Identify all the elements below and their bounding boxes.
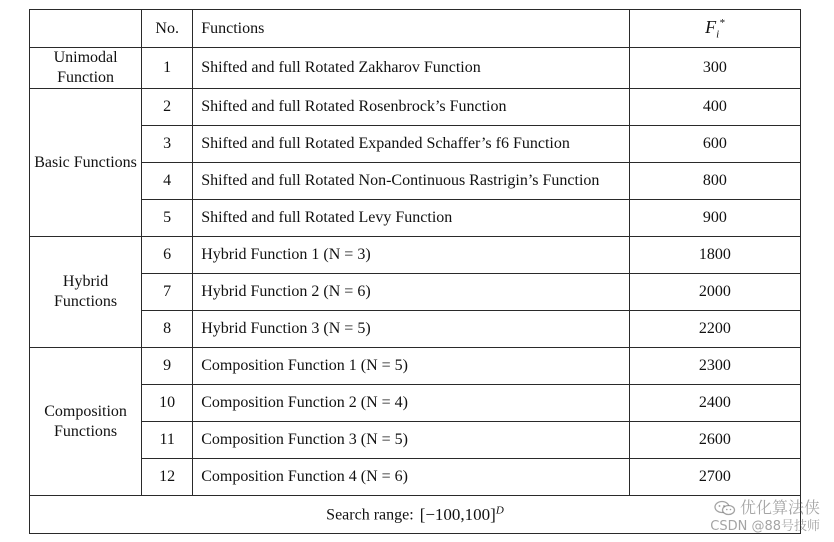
table-row [30, 274, 801, 311]
function-optimum-value: 2400 [629, 385, 800, 422]
fi-symbol [705, 16, 725, 41]
table-header-row [30, 10, 801, 48]
table-row [30, 348, 801, 385]
function-number: 8 [142, 311, 193, 348]
function-optimum-value: 900 [629, 200, 800, 237]
watermark-line-1 [710, 498, 820, 518]
function-name: Hybrid Function 3 (N = 5) [193, 311, 630, 348]
search-range-row [30, 496, 801, 534]
function-optimum-value: 2700 [629, 459, 800, 496]
function-name: Shifted and full Rotated Rosenbrock’s Function [193, 89, 630, 126]
fi-symbol-letter: F [705, 16, 717, 37]
search-range-value [420, 505, 504, 524]
table-row [30, 48, 801, 89]
search-range-exponent: D [495, 504, 504, 517]
function-name: Composition Function 1 (N = 5) [193, 348, 630, 385]
header-fi [629, 10, 800, 48]
watermark-account-name: 优化算法侠 [739, 498, 820, 517]
function-number: 11 [142, 422, 193, 459]
table-row [30, 163, 801, 200]
function-number: 3 [142, 126, 193, 163]
search-range-interval: [−100,100] [419, 504, 496, 524]
header-category-cell [30, 10, 142, 48]
function-name: Composition Function 3 (N = 5) [193, 422, 630, 459]
search-range-cell [30, 496, 801, 534]
function-optimum-value: 600 [629, 126, 800, 163]
function-name: Composition Function 2 (N = 4) [193, 385, 630, 422]
function-optimum-value: 2000 [629, 274, 800, 311]
benchmark-functions-table [29, 9, 801, 534]
function-number: 1 [142, 48, 193, 89]
function-optimum-value: 400 [629, 89, 800, 126]
category-cell: Unimodal Function [30, 48, 142, 89]
table-row [30, 126, 801, 163]
function-name: Shifted and full Rotated Levy Function [193, 200, 630, 237]
function-number: 9 [142, 348, 193, 385]
function-number: 5 [142, 200, 193, 237]
category-cell: Composition Functions [30, 348, 142, 496]
fi-symbol-sup: * [719, 16, 725, 29]
function-name: Shifted and full Rotated Non-Continuous Rastrigin’s Function [193, 163, 630, 200]
function-optimum-value: 2600 [629, 422, 800, 459]
table-row [30, 422, 801, 459]
table-row [30, 89, 801, 126]
function-name: Composition Function 4 (N = 6) [193, 459, 630, 496]
watermark-line-2: CSDN @88号技师 [710, 519, 820, 534]
table-row [30, 385, 801, 422]
function-optimum-value: 1800 [629, 237, 800, 274]
function-number: 12 [142, 459, 193, 496]
function-optimum-value: 300 [629, 48, 800, 89]
function-name: Hybrid Function 1 (N = 3) [193, 237, 630, 274]
table-row [30, 311, 801, 348]
header-no: No. [142, 10, 193, 48]
fi-symbol-sub: i [716, 28, 720, 41]
function-number: 2 [142, 89, 193, 126]
table-row [30, 237, 801, 274]
table-body [30, 48, 801, 496]
function-name: Shifted and full Rotated Zakharov Function [193, 48, 630, 89]
category-cell: Hybrid Functions [30, 237, 142, 348]
table-row [30, 200, 801, 237]
table-row [30, 459, 801, 496]
function-optimum-value: 2300 [629, 348, 800, 385]
function-name: Hybrid Function 2 (N = 6) [193, 274, 630, 311]
wechat-logo-icon [714, 500, 736, 516]
function-number: 10 [142, 385, 193, 422]
function-name: Shifted and full Rotated Expanded Schaffer’s f6 Function [193, 126, 630, 163]
header-functions: Functions [193, 10, 630, 48]
category-cell: Basic Functions [30, 89, 142, 237]
function-number: 4 [142, 163, 193, 200]
function-number: 6 [142, 237, 193, 274]
search-range-label: Search range: [326, 506, 414, 524]
function-optimum-value: 2200 [629, 311, 800, 348]
function-number: 7 [142, 274, 193, 311]
watermark [710, 498, 820, 536]
function-optimum-value: 800 [629, 163, 800, 200]
